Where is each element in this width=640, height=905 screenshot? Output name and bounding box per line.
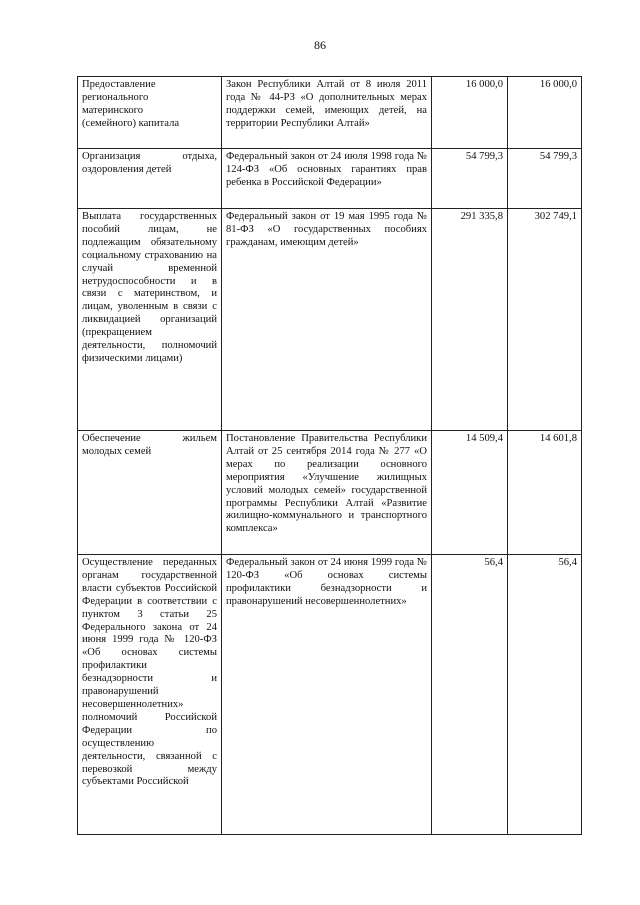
amount-year-2: 14 601,8 — [539, 433, 577, 444]
legal-basis: Закон Республики Алтай от 8 июля 2011 года № 44-РЗ «О дополнительных мерах поддержки семей, имеющих детей, на территории Республики Алтай» — [226, 79, 427, 129]
legal-basis: Постановление Правительства Республики Алтай от 25 сентября 2014 года № 277 «О мерах по реализации основного мероприятия «Улучшение жилищных условий молодых семей» государственной программы Республики Алтай «Развитие жилищно-коммунального и транспортного комплекса» — [226, 433, 427, 535]
amount-cell — [508, 77, 582, 149]
amount-year-2: 302 749,1 — [534, 211, 577, 222]
legal-basis-cell — [222, 77, 432, 149]
table-row — [78, 431, 582, 555]
amount-year-1: 291 335,8 — [460, 211, 503, 222]
amount-cell — [432, 431, 508, 555]
measure-name: Предоставление регионального материнского (семейного) капитала — [82, 79, 180, 129]
table-row — [78, 77, 582, 149]
amount-cell — [432, 149, 508, 209]
measure-name: Организация отдыха, оздоровления детей — [82, 151, 217, 175]
table-row — [78, 149, 582, 209]
amount-year-2: 56,4 — [558, 557, 577, 568]
page-number: 86 — [314, 38, 326, 52]
amount-year-1: 54 799,3 — [465, 151, 503, 162]
amount-year-1: 14 509,4 — [465, 433, 503, 444]
legal-basis: Федеральный закон от 24 июля 1998 года № 124-ФЗ «Об основных гарантиях прав ребенка в Российской Федерации» — [226, 151, 427, 188]
legal-basis-cell — [222, 431, 432, 555]
amount-year-1: 56,4 — [484, 557, 503, 568]
measure-name-cell — [78, 555, 222, 835]
measure-name-cell — [78, 149, 222, 209]
legal-basis-cell — [222, 149, 432, 209]
amount-cell — [432, 209, 508, 431]
legal-basis: Федеральный закон от 19 мая 1995 года № 81-ФЗ «О государственных пособиях гражданам, имеющим детей» — [226, 211, 427, 248]
table-row — [78, 555, 582, 835]
amount-cell — [508, 209, 582, 431]
measure-name-cell — [78, 209, 222, 431]
amount-cell — [508, 431, 582, 555]
amount-year-1: 16 000,0 — [465, 79, 503, 90]
amount-cell — [432, 77, 508, 149]
measure-name: Обеспечение жильем молодых семей — [82, 433, 217, 457]
amount-cell — [432, 555, 508, 835]
budget-table — [77, 76, 582, 835]
amount-cell — [508, 555, 582, 835]
legal-basis-cell — [222, 555, 432, 835]
amount-year-2: 16 000,0 — [539, 79, 577, 90]
measure-name-cell — [78, 77, 222, 149]
table-row — [78, 209, 582, 431]
amount-year-2: 54 799,3 — [539, 151, 577, 162]
amount-cell — [508, 149, 582, 209]
legal-basis-cell — [222, 209, 432, 431]
legal-basis: Федеральный закон от 24 июня 1999 года № 120-ФЗ «Об основах системы профилактики безнадзорности и правонарушений несовершеннолетних» — [226, 557, 427, 607]
measure-name-cell — [78, 431, 222, 555]
measure-name: Выплата государственных пособий лицам, не подлежащим обязательному социальному страхованию на случай временной нетрудоспособности и в связи с материнством, и лицам, уволенным в связи с ликвидацией организаций (прекращением деятельности, полномочий физическими лицами) — [82, 211, 217, 364]
measure-name: Осуществление переданных органам государственной власти субъектов Российской Федерации в соответствии с пунктом 3 статьи 25 Федерального закона от 24 июня 1999 года № 120-ФЗ «Об основах системы профилактики безнадзорности и правонарушений несовершеннолетних» полномочий Российской Федерации по осуществлению деятельности, связанной с перевозкой между субъектами Российской — [82, 557, 217, 788]
